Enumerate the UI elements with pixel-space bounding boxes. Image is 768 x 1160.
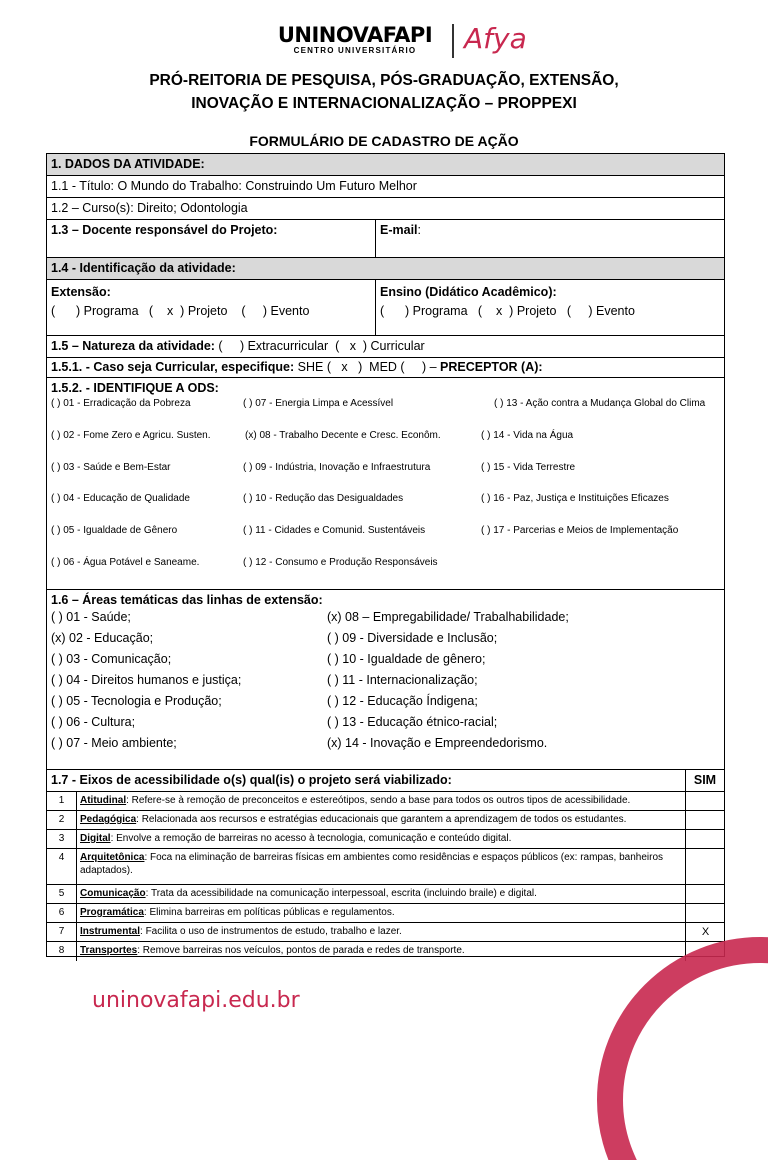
extensao-cell xyxy=(47,280,375,335)
access-row-desc: : Envolve a remoção de barreiras no acesso à tecnologia, comunicação e conteúdo digital. xyxy=(110,833,512,844)
logo-subtitle: CENTRO UNIVERSITÁRIO xyxy=(293,46,417,55)
ident-heading: 1.4 - Identificação da atividade: xyxy=(51,261,236,275)
ident-heading-row xyxy=(47,258,724,280)
access-row-number: 3 xyxy=(58,833,65,844)
ensino-cell xyxy=(376,280,724,335)
decorative-arc-icon xyxy=(560,900,768,1160)
access-row-number: 5 xyxy=(58,888,65,899)
natureza-row xyxy=(47,336,724,358)
access-row-desc: : Foca na eliminação de barreiras físicas em ambientes como residências e espaços públicos (ex: rampas, banheiros adaptados). xyxy=(80,852,664,876)
ods-item[interactable]: ( ) 11 - Cidades e Comunid. Sustentáveis xyxy=(243,525,426,536)
area-item[interactable]: ( ) 10 - Igualdade de gênero; xyxy=(327,652,486,666)
access-row-desc: : Refere-se à remoção de preconceitos e estereótipos, sendo a base para todos os outros tipos de acessibilidade. xyxy=(126,795,631,806)
access-row-sim[interactable]: X xyxy=(701,926,710,938)
curricular-field[interactable] xyxy=(47,358,724,377)
docente-field[interactable]: 1.3 – Docente responsável do Projeto: xyxy=(51,223,278,237)
ods-item[interactable]: ( ) 09 - Indústria, Inovação e Infraestrutura xyxy=(243,462,431,473)
access-row-number: 4 xyxy=(58,852,65,863)
ods-item[interactable]: ( ) 07 - Energia Limpa e Acessível xyxy=(243,398,394,409)
email-label: E-mail xyxy=(380,223,418,237)
access-row-number: 2 xyxy=(58,814,65,825)
access-heading: 1.7 - Eixos de acessibilidade o(s) qual(is) o projeto será viabilizado: xyxy=(51,773,452,787)
ods-item[interactable]: ( ) 16 - Paz, Justiça e Instituições Eficazes xyxy=(481,493,669,504)
email-colon: : xyxy=(417,223,421,237)
access-row-desc: : Remove barreiras nos veículos, pontos de parada e redes de transporte. xyxy=(137,945,465,956)
curricular-label: 1.5.1. - Caso seja Curricular, especifique: xyxy=(51,360,295,374)
area-item[interactable]: ( ) 07 - Meio ambiente; xyxy=(51,736,177,750)
form-table xyxy=(46,153,725,957)
ods-item[interactable]: ( ) 05 - Igualdade de Gênero xyxy=(51,525,178,536)
access-row-description xyxy=(80,887,684,900)
ods-item[interactable]: ( ) 17 - Parcerias e Meios de Implementação xyxy=(481,525,679,536)
ident-row xyxy=(47,280,724,336)
access-row xyxy=(47,811,724,830)
ods-row xyxy=(47,378,724,590)
access-row-description xyxy=(80,851,684,877)
title-text: 1.1 - Título: O Mundo do Trabalho: Construindo Um Futuro Melhor xyxy=(51,179,417,193)
area-item[interactable]: ( ) 01 - Saúde; xyxy=(51,610,131,624)
area-item[interactable]: (x) 08 – Empregabilidade/ Trabalhabilidade; xyxy=(327,610,569,624)
access-row-number: 8 xyxy=(58,945,65,956)
natureza-label: 1.5 – Natureza da atividade: xyxy=(51,339,215,353)
access-row-term: Instrumental xyxy=(80,926,141,937)
email-field[interactable] xyxy=(376,220,724,257)
natureza-field[interactable] xyxy=(47,336,724,357)
ods-item[interactable]: ( ) 10 - Redução das Desigualdades xyxy=(243,493,404,504)
ensino-options[interactable]: ( ) Programa ( x ) Projeto ( ) Evento xyxy=(380,304,635,318)
access-row-term: Programática xyxy=(80,907,144,918)
ods-item[interactable]: ( ) 02 - Fome Zero e Agricu. Susten. xyxy=(51,430,211,441)
form-title: FORMULÁRIO DE CADASTRO DE AÇÃO xyxy=(249,133,519,149)
area-item[interactable]: ( ) 09 - Diversidade e Inclusão; xyxy=(327,631,498,645)
curricular-row xyxy=(47,358,724,378)
area-item[interactable]: ( ) 04 - Direitos humanos e justiça; xyxy=(51,673,242,687)
ods-item[interactable]: ( ) 12 - Consumo e Produção Responsáveis xyxy=(243,557,438,568)
ods-heading: 1.5.2. - IDENTIFIQUE A ODS: xyxy=(51,381,219,395)
area-item[interactable]: ( ) 03 - Comunicação; xyxy=(51,652,172,666)
access-row-desc: : Facilita o uso de instrumentos de estudo, trabalho e lazer. xyxy=(140,926,402,937)
access-row-number: 1 xyxy=(58,795,65,806)
curricular-options: SHE ( x ) MED ( ) – xyxy=(294,360,441,374)
access-row-term: Transportes xyxy=(80,945,138,956)
logo-uninovafapi: UNINOVAFAPI xyxy=(277,23,433,47)
ods-item[interactable]: ( ) 01 - Erradicação da Pobreza xyxy=(51,398,191,409)
areas-row xyxy=(47,590,724,770)
access-row xyxy=(47,792,724,811)
title-row xyxy=(47,176,724,198)
courses-row xyxy=(47,198,724,220)
section-heading-row xyxy=(47,154,724,176)
area-item[interactable]: ( ) 11 - Internacionalização; xyxy=(327,673,478,687)
ods-item[interactable]: ( ) 04 - Educação de Qualidade xyxy=(51,493,190,504)
access-row xyxy=(47,830,724,849)
access-row xyxy=(47,849,724,885)
access-sim-header: SIM xyxy=(693,773,717,787)
access-row-term: Pedagógica xyxy=(80,814,137,825)
docente-row xyxy=(47,220,724,258)
ods-item[interactable]: ( ) 15 - Vida Terrestre xyxy=(481,462,576,473)
area-item[interactable]: ( ) 13 - Educação étnico-racial; xyxy=(327,715,498,729)
ods-item[interactable]: ( ) 13 - Ação contra a Mudança Global do Clima xyxy=(494,398,706,409)
natureza-options: ( ) Extracurricular ( x ) Curricular xyxy=(214,339,425,353)
access-heading-row xyxy=(47,770,724,792)
section-heading: 1. DADOS DA ATIVIDADE: xyxy=(51,157,205,171)
area-item[interactable]: ( ) 06 - Cultura; xyxy=(51,715,136,729)
title-field[interactable] xyxy=(47,176,724,197)
access-row-description xyxy=(80,813,684,826)
access-row-number: 7 xyxy=(58,926,65,937)
footer-url[interactable]: uninovafapi.edu.br xyxy=(92,988,300,1013)
access-row-number: 6 xyxy=(58,907,65,918)
ods-item[interactable]: (x) 08 - Trabalho Decente e Cresc. Econôm. xyxy=(245,430,441,441)
ensino-label: Ensino (Didático Acadêmico): xyxy=(380,285,557,299)
courses-field[interactable]: 1.2 – Curso(s): Direito; Odontologia xyxy=(51,201,248,215)
header-line-2: INOVAÇÃO E INTERNACIONALIZAÇÃO – PROPPEXI xyxy=(191,95,577,112)
preceptor-label: PRECEPTOR (A): xyxy=(440,360,543,374)
ods-item[interactable]: ( ) 06 - Água Potável e Saneame. xyxy=(51,557,200,568)
extensao-options[interactable]: ( ) Programa ( x ) Projeto ( ) Evento xyxy=(51,304,310,318)
access-row-term: Atitudinal xyxy=(80,795,127,806)
access-row-desc: : Relacionada aos recursos e estratégias educacionais que garantem a aprendizagem de todos os estudantes. xyxy=(136,814,627,825)
access-row-term: Digital xyxy=(80,833,111,844)
access-row-desc: : Trata da acessibilidade na comunicação interpessoal, escrita (incluindo braile) e digital. xyxy=(145,888,537,899)
area-item[interactable]: (x) 14 - Inovação e Empreendedorismo. xyxy=(327,736,548,750)
area-item[interactable]: (x) 02 - Educação; xyxy=(51,631,154,645)
logo-afya: Afya xyxy=(464,22,527,55)
access-row-term: Arquitetônica xyxy=(80,852,145,863)
ods-item[interactable]: ( ) 14 - Vida na Água xyxy=(481,430,574,441)
access-row-desc: : Elimina barreiras em políticas públicas e regulamentos. xyxy=(143,907,395,918)
area-item[interactable]: ( ) 12 - Educação Índigena; xyxy=(327,694,478,708)
area-item[interactable]: ( ) 05 - Tecnologia e Produção; xyxy=(51,694,222,708)
ods-item[interactable]: ( ) 03 - Saúde e Bem-Estar xyxy=(51,462,171,473)
extensao-label: Extensão: xyxy=(51,285,111,299)
access-row-description xyxy=(80,794,684,807)
header-line-1: PRÓ-REITORIA DE PESQUISA, PÓS-GRADUAÇÃO, EXTENSÃO, xyxy=(149,72,619,89)
access-row-term: Comunicação xyxy=(80,888,146,899)
access-row-description xyxy=(80,832,684,845)
areas-heading: 1.6 – Áreas temáticas das linhas de extensão: xyxy=(51,593,323,607)
logo-separator xyxy=(452,24,454,58)
